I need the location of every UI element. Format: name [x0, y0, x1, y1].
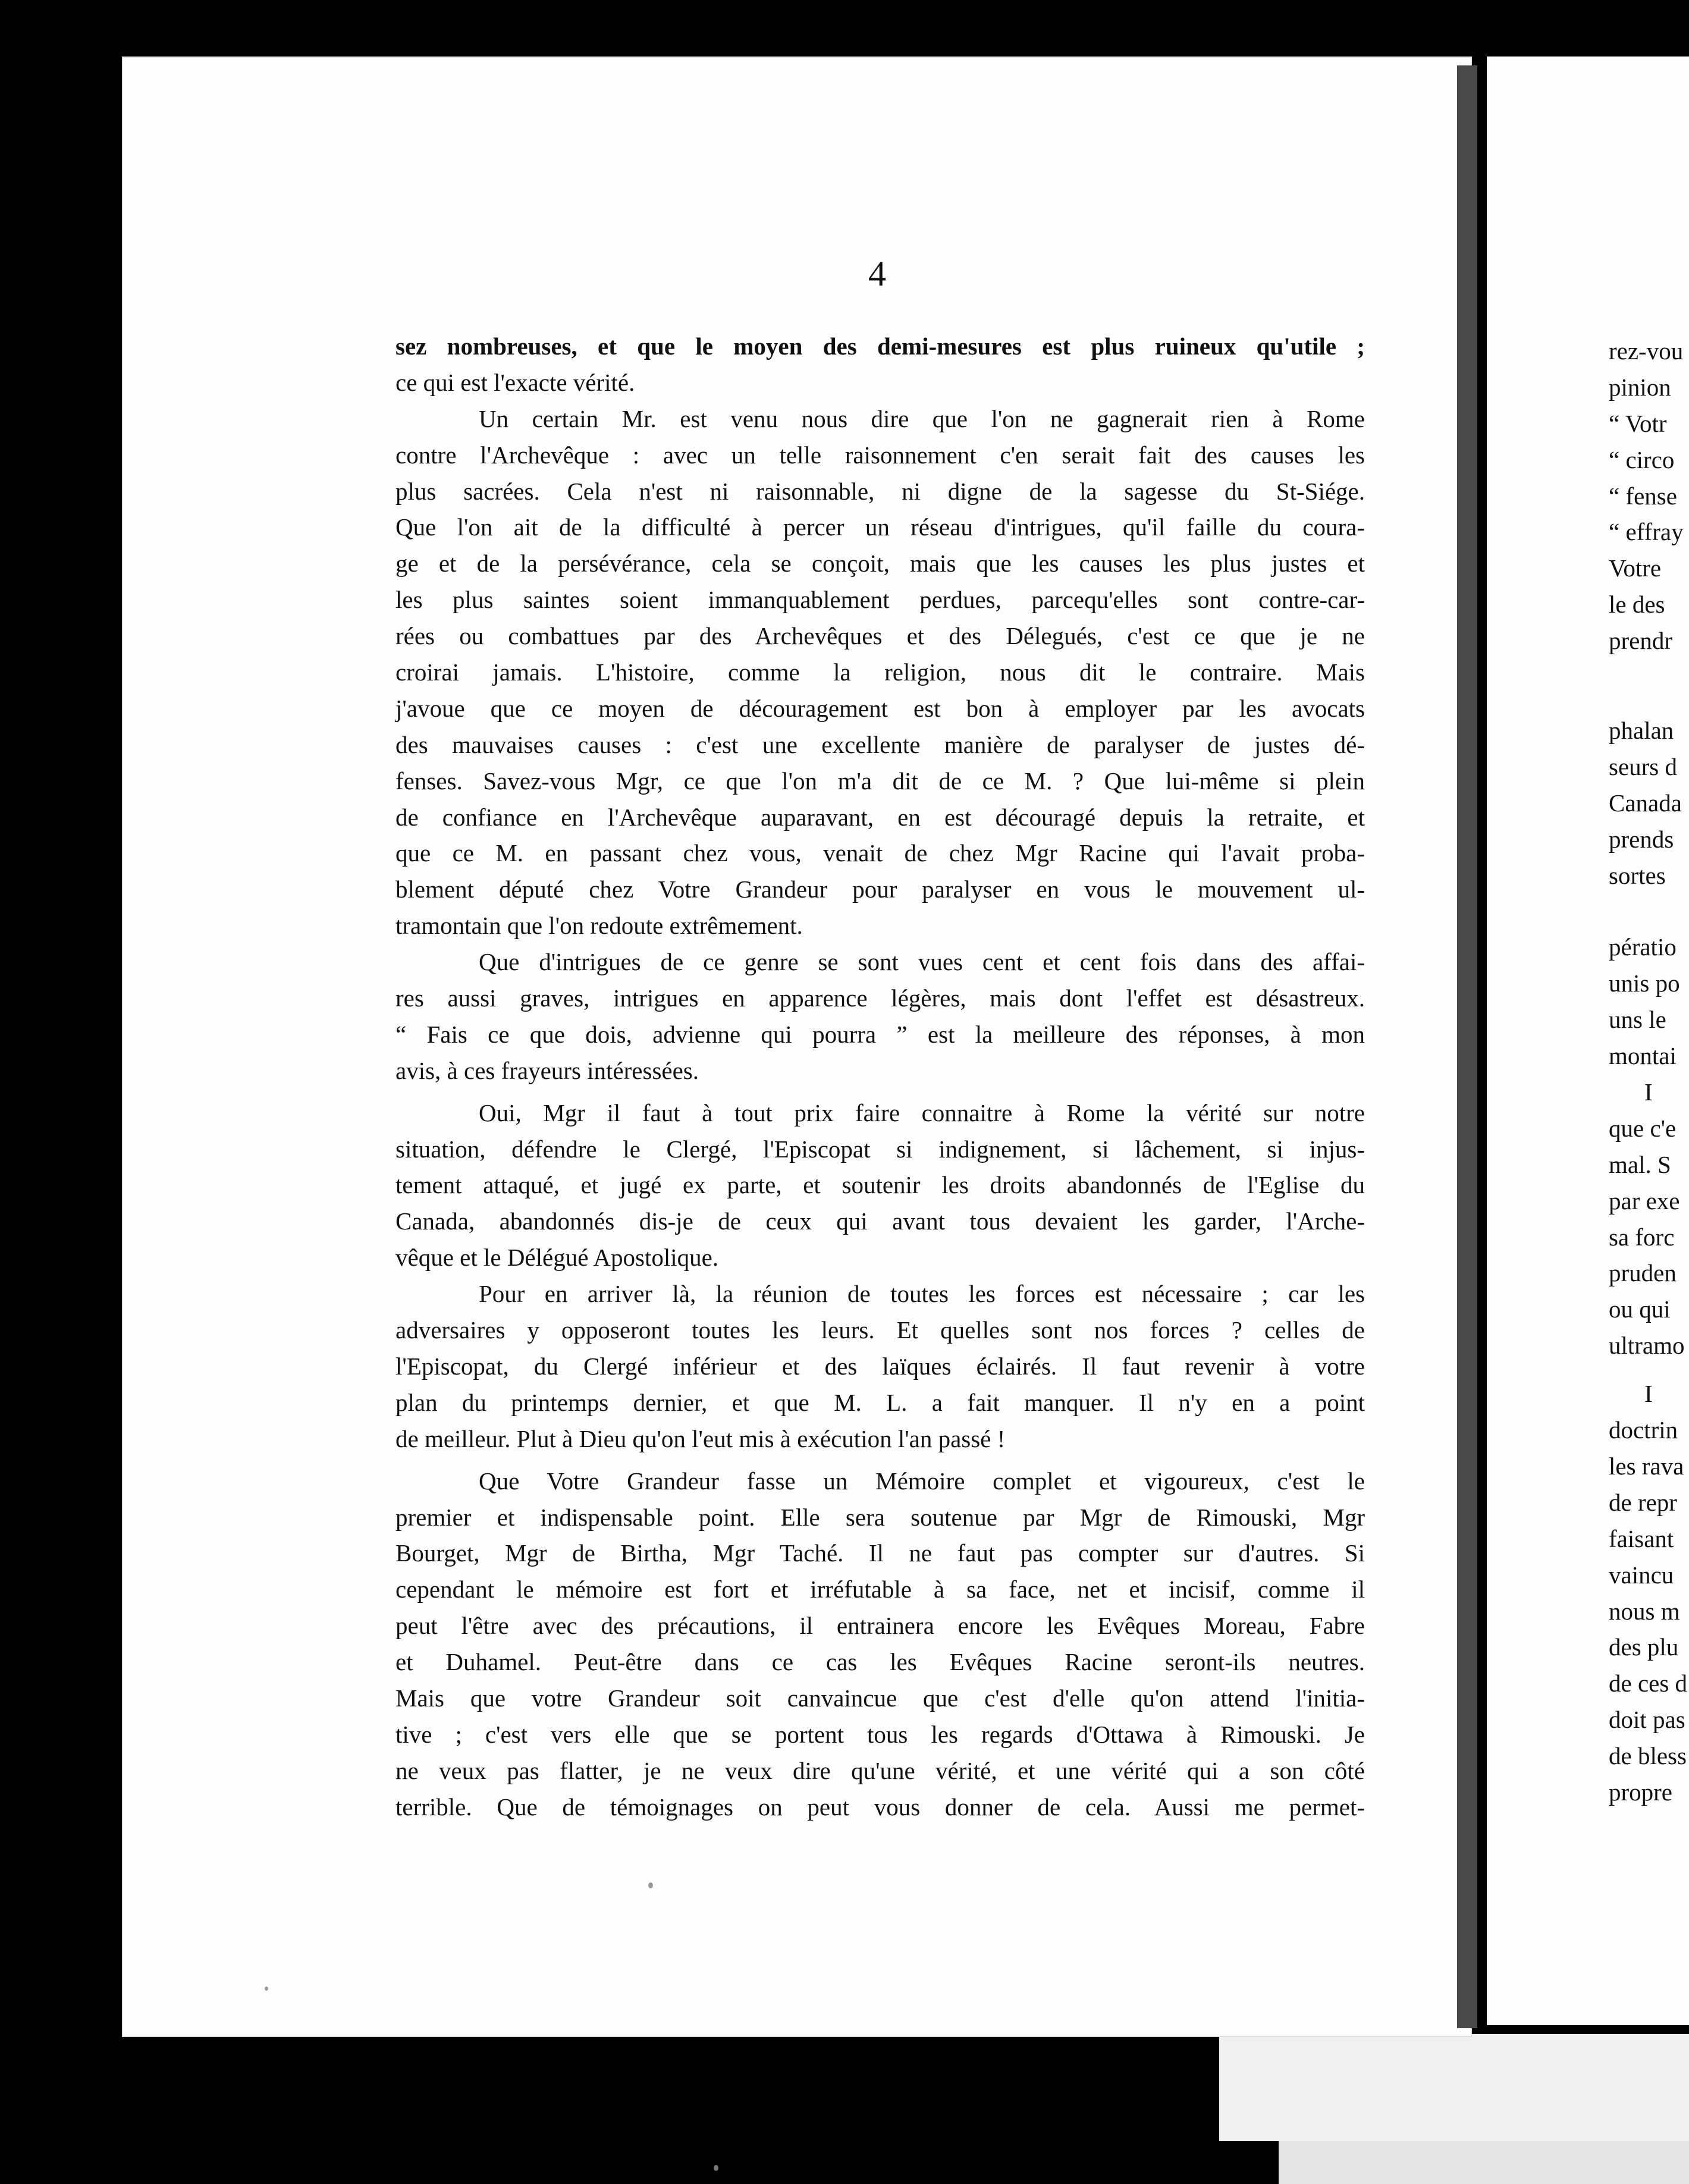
ink-speck [714, 2165, 718, 2171]
facing-text-line: ultramo [1609, 1332, 1685, 1360]
text-line: fenses. Savez-vous Mgr, ce que l'on m'a dit de ce M. ? Que lui-même si plein [395, 767, 1365, 795]
text-line: tement attaqué, et jugé ex parte, et soutenir les droits abandonnés de l'Eglise du [395, 1171, 1365, 1199]
facing-text-line: propre [1609, 1778, 1673, 1806]
text-line: plan du printemps dernier, et que M. L. a fait manquer. Il n'y en a point [395, 1388, 1365, 1416]
facing-text-line: que c'e [1609, 1114, 1677, 1142]
text-line: croirai jamais. L'histoire, comme la religion, nous dit le contraire. Mais [395, 658, 1365, 686]
facing-text-line: des plu [1609, 1633, 1679, 1661]
facing-text-line: rez-vou [1609, 337, 1684, 365]
text-line: de confiance en l'Archevêque auparavant, en est découragé depuis la retraite, et [395, 803, 1365, 831]
facing-text-line: “ Votr [1609, 409, 1667, 437]
text-line: les plus saintes soient immanquablement perdues, parcequ'elles sont contre-car- [395, 586, 1365, 614]
facing-text-line: sortes [1609, 861, 1666, 889]
text-line: que ce M. en passant chez vous, venait de chez Mgr Racine qui l'avait proba- [395, 839, 1365, 867]
facing-text-line: par exe [1609, 1187, 1680, 1215]
text-line: Que Votre Grandeur fasse un Mémoire complet et vigoureux, c'est le [479, 1467, 1365, 1495]
facing-text-line: faisant [1609, 1524, 1674, 1552]
text-line: terrible. Que de témoignages on peut vous donner de cela. Aussi me permet- [395, 1793, 1365, 1821]
text-line: ne veux pas flatter, je ne veux dire qu'une vérité, et une vérité qui a son côté [395, 1756, 1365, 1784]
facing-text-line: seurs d [1609, 752, 1678, 780]
text-line: Que l'on ait de la difficulté à percer un réseau d'intrigues, qu'il faille du coura- [395, 513, 1365, 541]
facing-text-line: unis po [1609, 969, 1680, 997]
facing-text-line: doctrin [1609, 1416, 1678, 1444]
text-line: tive ; c'est vers elle que se portent tous les regards d'Ottawa à Rimouski. Je [395, 1720, 1365, 1748]
text-line: Pour en arriver là, la réunion de toutes les forces est nécessaire ; car les [479, 1280, 1365, 1308]
text-line: ce qui est l'exacte vérité. [395, 368, 635, 396]
text-line: et Duhamel. Peut-être dans ce cas les Evêques Racine seront-ils neutres. [395, 1648, 1365, 1676]
facing-text-line: montai [1609, 1042, 1677, 1070]
facing-text-line: I [1644, 1078, 1653, 1106]
page-gutter-shadow [1457, 65, 1477, 2028]
text-line: Canada, abandonnés dis-je de ceux qui avant tous devaient les garder, l'Arche- [395, 1207, 1365, 1235]
text-line: Bourget, Mgr de Birtha, Mgr Taché. Il ne faut pas compter sur d'autres. Si [395, 1539, 1365, 1567]
text-line: sez nombreuses, et que le moyen des demi-mesures est plus ruineux qu'utile ; [395, 332, 1365, 360]
text-line: “ Fais ce que dois, advienne qui pourra ” est la meilleure des réponses, à mon [395, 1020, 1365, 1048]
facing-text-line: les rava [1609, 1452, 1684, 1480]
page-number: 4 [868, 254, 886, 293]
text-line: ge et de la persévérance, cela se conçoit, mais que les causes les plus justes et [395, 550, 1365, 578]
facing-text-line: pinion [1609, 373, 1671, 401]
facing-text-line: I [1644, 1380, 1653, 1408]
text-line: vêque et le Délégué Apostolique. [395, 1244, 719, 1272]
text-line: rées ou combattues par des Archevêques et des Délegués, c'est ce que je ne [395, 622, 1365, 650]
text-line: res aussi graves, intrigues en apparence légères, mais dont l'effet est désastreux. [395, 984, 1365, 1012]
facing-text-line: “ circo [1609, 445, 1675, 473]
ink-speck [265, 1987, 268, 1991]
underlying-page-edge-lower [1279, 2141, 1689, 2184]
facing-text-line: Canada [1609, 789, 1682, 817]
facing-text-line: prends [1609, 825, 1674, 853]
facing-text-line: de ces d [1609, 1670, 1688, 1697]
facing-text-line: mal. S [1609, 1150, 1671, 1178]
facing-text-line: pruden [1609, 1259, 1677, 1287]
text-line: Oui, Mgr il faut à tout prix faire connaitre à Rome la vérité sur notre [479, 1099, 1365, 1126]
text-line: premier et indispensable point. Elle sera soutenue par Mgr de Rimouski, Mgr [395, 1503, 1365, 1531]
text-line: cependant le mémoire est fort et irréfutable à sa face, net et incisif, comme il [395, 1576, 1365, 1604]
text-line: blement député chez Votre Grandeur pour paralyser en vous le mouvement ul- [395, 876, 1365, 903]
text-line: de meilleur. Plut à Dieu qu'on l'eut mis à exécution l'an passé ! [395, 1424, 1006, 1452]
facing-page-text [1609, 333, 1687, 1810]
facing-text-line: nous m [1609, 1597, 1680, 1625]
text-line: j'avoue que ce moyen de découragement est bon à employer par les avocats [395, 694, 1365, 722]
text-line: Mais que votre Grandeur soit canvaincue que c'est d'elle qu'on attend l'initia- [395, 1684, 1365, 1712]
text-line: avis, à ces frayeurs intéressées. [395, 1056, 699, 1084]
ink-speck [648, 1882, 653, 1888]
underlying-page-edge [1219, 2034, 1689, 2141]
text-line: Un certain Mr. est venu nous dire que l'on ne gagnerait rien à Rome [479, 404, 1365, 432]
body-text [395, 328, 1365, 1825]
text-line: contre l'Archevêque : avec un telle raisonnement c'en serait fait des causes les [395, 441, 1365, 469]
facing-text-line: “ effray [1609, 518, 1684, 546]
facing-text-line: vaincu [1609, 1561, 1674, 1589]
facing-text-line: sa forc [1609, 1223, 1675, 1251]
facing-text-line: Votre [1609, 554, 1662, 582]
facing-text-line: prendr [1609, 627, 1673, 655]
facing-text-line: phalan [1609, 717, 1674, 745]
facing-text-line: uns le [1609, 1006, 1666, 1034]
text-line: peut l'être avec des précautions, il entrainera encore les Evêques Moreau, Fabre [395, 1612, 1365, 1640]
facing-text-line: doit pas [1609, 1706, 1685, 1734]
facing-text-line: ou qui [1609, 1295, 1671, 1323]
facing-text-line: de repr [1609, 1488, 1677, 1516]
text-line: Que d'intrigues de ce genre se sont vues cent et cent fois dans des affai- [479, 948, 1365, 976]
text-line: l'Episcopat, du Clergé inférieur et des laïques éclairés. Il faut revenir à votre [395, 1352, 1365, 1380]
facing-text-line: de bless [1609, 1742, 1687, 1770]
facing-text-line: “ fense [1609, 482, 1677, 510]
text-line: adversaires y opposeront toutes les leurs. Et quelles sont nos forces ? celles de [395, 1316, 1365, 1344]
facing-text-line: pératio [1609, 933, 1677, 961]
text-line: des mauvaises causes : c'est une excellente manière de paralyser de justes dé- [395, 730, 1365, 758]
text-line: situation, défendre le Clergé, l'Episcopat si indignement, si lâchement, si injus- [395, 1135, 1365, 1163]
text-line: tramontain que l'on redoute extrêmement. [395, 912, 803, 940]
facing-text-line: le des [1609, 591, 1665, 619]
text-line: plus sacrées. Cela n'est ni raisonnable, ni digne de la sagesse du St-Siége. [395, 477, 1365, 505]
